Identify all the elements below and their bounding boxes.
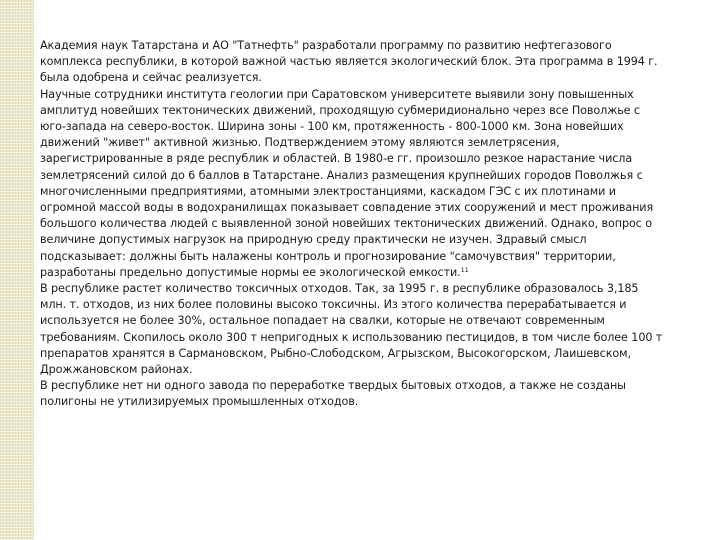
paragraph-text: В республике растет количество токсичных отходов. Так, за 1995 г. в республике образовалось 3,185 млн. т. отходов, из них более половины высоко токсичны. Из этого количества перерабатывается и используется не более 30%, остальное попадает на свалки, которые не отвечают современным требованиям. Скопилось около 300 т непригодных к использованию пестицидов, в том числе более 100 т препаратов хранятся в Сармановском, Рыбно-Слободском, Агрызском, Высокогорском, Лаишевском, Дрожжановском районах. [40, 282, 663, 377]
paragraph-text: Академия наук Татарстана и АО "Татнефть" разработали программу по развитию нефтегазового комплекса республики, в которой важной частью является экологический блок. Эта программа в 1994 г. была одобрена и сейчас реализуется. [40, 39, 658, 85]
paragraph-no-recycling [40, 378, 666, 410]
paragraph-nefte-program [40, 38, 666, 87]
slide-text-body [40, 38, 666, 411]
decorative-left-stripe [0, 0, 34, 540]
paragraph-toxic-waste [40, 281, 666, 378]
footnote-reference: 11 [460, 265, 469, 274]
paragraph-text: В республике нет ни одного завода по переработке твердых бытовых отходов, а также не созданы полигоны не утилизируемых промышленных отходов. [40, 379, 626, 409]
paragraph-tectonic-zone [40, 87, 666, 281]
paragraph-text: Научные сотрудники института геологии при Саратовском университете выявили зону повышенных амплитуд новейших тектонических движений, проходящую субмеридионально через все Поволжье с юго-запада на северо-восток. Ширина зоны - 100 км, протяженность - 800-1000 км. Зона новейших движений "живет" активной жизнью. Подтверждением этому являются землетрясения, зарегистрированные в ряде республик и областей. В 1980-е гг. произошло резкое нарастание числа землетрясений силой до 6 баллов в Татарстане. Анализ размещения крупнейших городов Поволжья с многочисленными предприятиями, атомными электростанциями, каскадом ГЭС с их плотинами и огромной массой воды в водохранилищах показывает совпадение этих сооружений и мест проживания большого количества людей с выявленной зоной новейших тектонических движений. Однако, вопрос о величине допустимых нагрузок на природную среду практически не изучен. Здравый смысл подсказывает: должны быть налажены контроль и прогнозирование "самочувствия" территории, разработаны предельно допустимые нормы ее экологической емкости. [40, 87, 654, 279]
